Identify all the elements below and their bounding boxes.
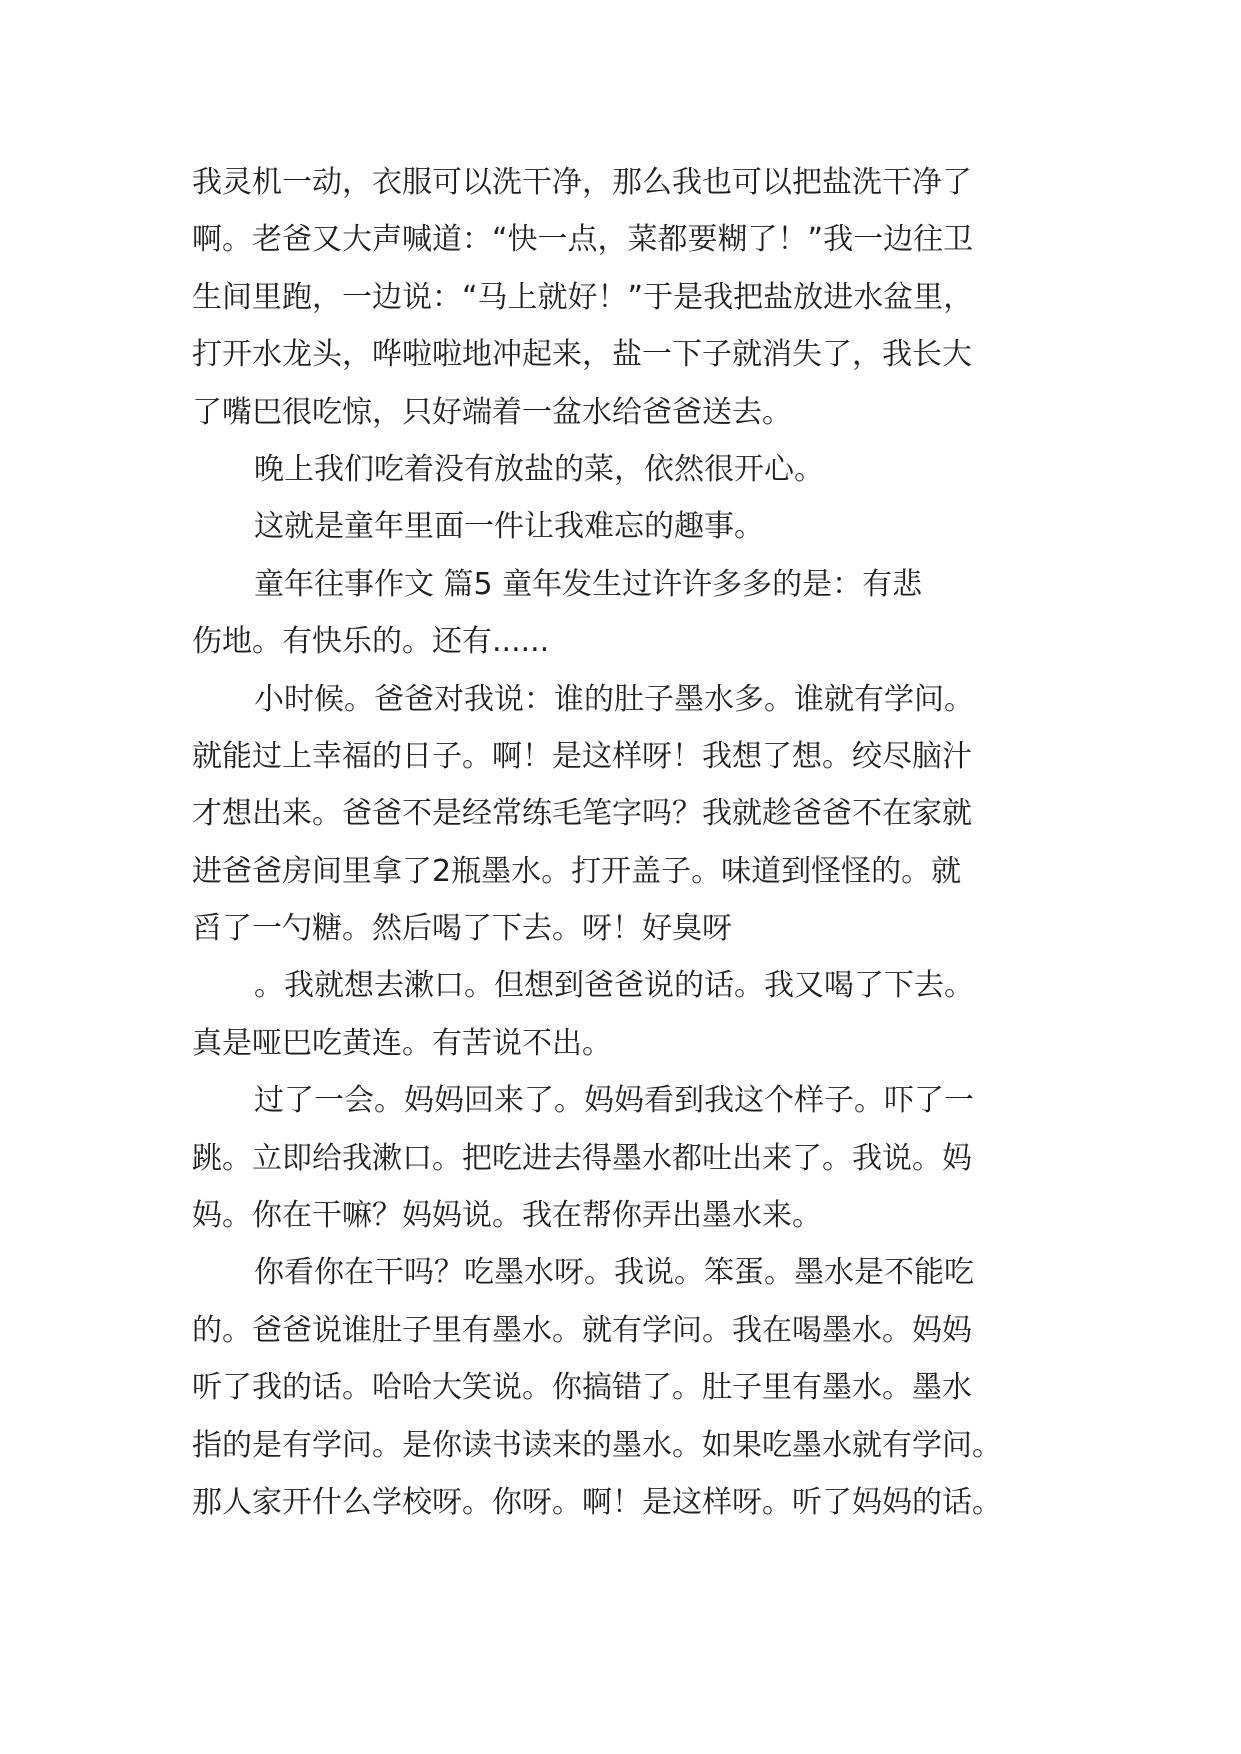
- text-line: 你看你在干吗？吃墨水呀。我说。笨蛋。墨水是不能吃: [254, 1255, 974, 1291]
- text-line: 啊。老爸又大声喊道：“快一点，菜都要糊了！”我一边往卫: [192, 222, 974, 258]
- text-line: 听了我的话。哈哈大笑说。你搞错了。肚子里有墨水。墨水: [192, 1370, 972, 1406]
- text-line: 晚上我们吃着没有放盐的菜，依然很开心。: [254, 451, 824, 487]
- text-line: 生间里跑，一边说：“马上就好！”于是我把盐放进水盆里，: [192, 279, 974, 315]
- text-line: 过了一会。妈妈回来了。妈妈看到我这个样子。吓了一: [254, 1083, 974, 1119]
- text-line: 童年往事作文 篇5 童年发生过许许多多的是：有悲: [254, 566, 923, 602]
- text-line: 进爸爸房间里拿了2瓶墨水。打开盖子。味道到怪怪的。就: [192, 853, 962, 889]
- text-line: 的。爸爸说谁肚子里有墨水。就有学问。我在喝墨水。妈妈: [192, 1312, 972, 1348]
- text-line: 那人家开什么学校呀。你呀。啊！是这样呀。听了妈妈的话。: [192, 1484, 1002, 1520]
- text-line: 。我就想去漱口。但想到爸爸说的话。我又喝了下去。: [254, 968, 974, 1004]
- text-line: 小时候。爸爸对我说：谁的肚子墨水多。谁就有学问。: [254, 681, 974, 717]
- text-line: 我灵机一动，衣服可以洗干净，那么我也可以把盐洗干净了: [192, 165, 972, 200]
- text-line: 才想出来。爸爸不是经常练毛笔字吗？我就趁爸爸不在家就: [192, 796, 972, 832]
- text-line: 跳。立即给我漱口。把吃进去得墨水都吐出来了。我说。妈: [192, 1140, 972, 1176]
- text-line: 妈。你在干嘛？妈妈说。我在帮你弄出墨水来。: [192, 1198, 822, 1234]
- text-line: 了嘴巴很吃惊，只好端着一盆水给爸爸送去。: [192, 394, 792, 430]
- text-line: 指的是有学问。是你读书读来的墨水。如果吃墨水就有学问。: [192, 1427, 1002, 1463]
- text-line: 真是哑巴吃黄连。有苦说不出。: [192, 1025, 612, 1061]
- document-body: [192, 154, 1072, 1531]
- text-line: 这就是童年里面一件让我难忘的趣事。: [254, 509, 764, 545]
- text-line: 就能过上幸福的日子。啊！是这样呀！我想了想。绞尽脑汁: [192, 738, 972, 774]
- text-line: 伤地。有快乐的。还有......: [192, 624, 550, 660]
- text-line: 舀了一勺糖。然后喝了下去。呀！好臭呀: [192, 911, 732, 947]
- text-line: 打开水龙头，哗啦啦地冲起来，盐一下子就消失了，我长大: [192, 337, 972, 373]
